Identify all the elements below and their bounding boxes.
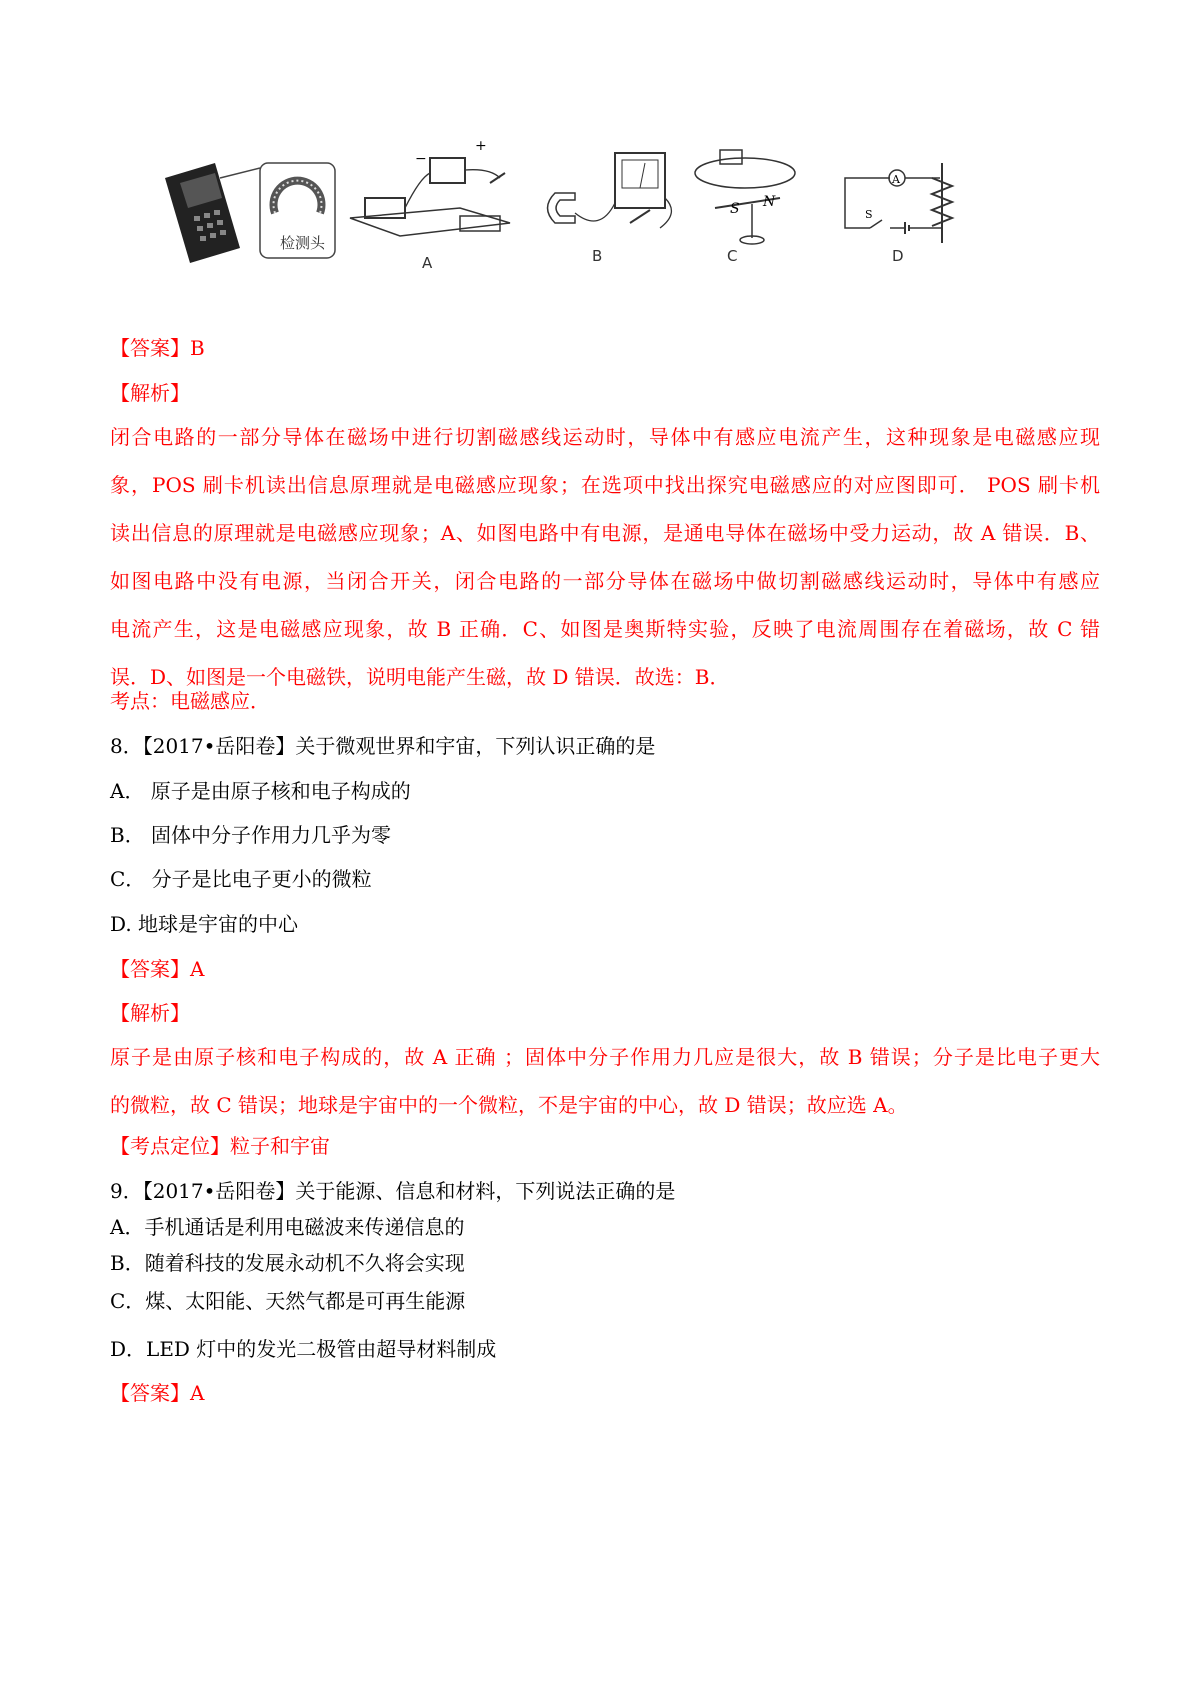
q9-option: C．煤、太阳能、天然气都是可再生能源 — [110, 1289, 466, 1313]
q7-kaodian: 考点：电磁感应． — [110, 689, 270, 713]
q8-stem: 8．【2017•岳阳卷】关于微观世界和宇宙，下列认识正确的是 — [110, 734, 656, 758]
label-d: D — [892, 247, 904, 265]
q7-analysis-line: 误．D、如图是一个电磁铁，说明电能产生磁，故 D 错误．故选：B． — [110, 665, 730, 689]
magnet-s-label: S — [730, 201, 740, 217]
q8-analysis-line: 的微粒，故 C 错误；地球是宇宙中的一个微粒，不是宇宙的中心，故 D 错误；故应选 A。 — [110, 1093, 908, 1117]
switch-label: S — [865, 208, 873, 221]
q7-analysis-line: 如图电路中没有电源，当闭合开关，闭合电路的一部分导体在磁场中做切割磁感线运动时，导体中有感应 — [110, 569, 1100, 593]
label-c: C — [727, 247, 738, 265]
q8-analysis — [110, 1033, 1100, 1129]
q9-answer: 【答案】A — [110, 1381, 205, 1405]
q7-analysis-heading: 【解析】 — [110, 381, 190, 405]
q9-option: B．随着科技的发展永动机不久将会实现 — [110, 1251, 465, 1275]
label-a: A — [422, 254, 433, 272]
svg-text:−: − — [415, 151, 427, 167]
q8-analysis-line: 原子是由原子核和电子构成的，故 A 正确 ；固体中分子作用力几应是很大，故 B 错误；分子是比电子更大 — [110, 1045, 1100, 1069]
experiment-figure — [160, 138, 1060, 288]
q7-analysis-line: 读出信息的原理就是电磁感应现象；A、如图电路中有电源，是通电导体在磁场中受力运动，故 A 错误．B、 — [110, 521, 1100, 545]
q8-option: B． 固体中分子作用力几乎为零 — [110, 823, 392, 847]
q7-analysis-line: 闭合电路的一部分导体在磁场中进行切割磁感线运动时，导体中有感应电流产生，这种现象是电磁感应现 — [110, 425, 1100, 449]
q9-option: A．手机通话是利用电磁波来传递信息的 — [110, 1215, 465, 1239]
svg-text:+: + — [475, 138, 487, 154]
ammeter-label: A — [892, 173, 900, 186]
q8-option: D. 地球是宇宙的中心 — [110, 912, 299, 936]
diagram-b — [548, 153, 672, 265]
pos-card-reader-image — [165, 163, 335, 263]
probe-label: 检测头 — [280, 234, 326, 252]
diagram-c — [695, 150, 795, 265]
q7-analysis-line: 象，POS 刷卡机读出信息原理就是电磁感应现象；在选项中找出探究电磁感应的对应图即可． POS 刷卡机 — [110, 473, 1100, 497]
q8-answer: 【答案】A — [110, 957, 205, 981]
q9-option: D．LED 灯中的发光二极管由超导材料制成 — [110, 1337, 497, 1361]
diagram-d — [845, 163, 952, 265]
q8-analysis-heading: 【解析】 — [110, 1001, 190, 1025]
q7-analysis-line: 电流产生，这是电磁感应现象，故 B 正确．C、如图是奥斯特实验，反映了电流周围存在着磁场，故 C 错 — [110, 617, 1100, 641]
q8-kaodian: 【考点定位】粒子和宇宙 — [110, 1134, 330, 1158]
label-b: B — [592, 247, 603, 265]
magnet-n-label: N — [763, 194, 776, 210]
q8-option: A． 原子是由原子核和电子构成的 — [110, 779, 411, 803]
diagram-a — [350, 138, 510, 272]
q7-analysis — [110, 413, 1100, 701]
q9-stem: 9．【2017•岳阳卷】关于能源、信息和材料，下列说法正确的是 — [110, 1179, 676, 1203]
q8-option: C． 分子是比电子更小的微粒 — [110, 867, 372, 891]
q7-answer: 【答案】B — [110, 336, 205, 360]
